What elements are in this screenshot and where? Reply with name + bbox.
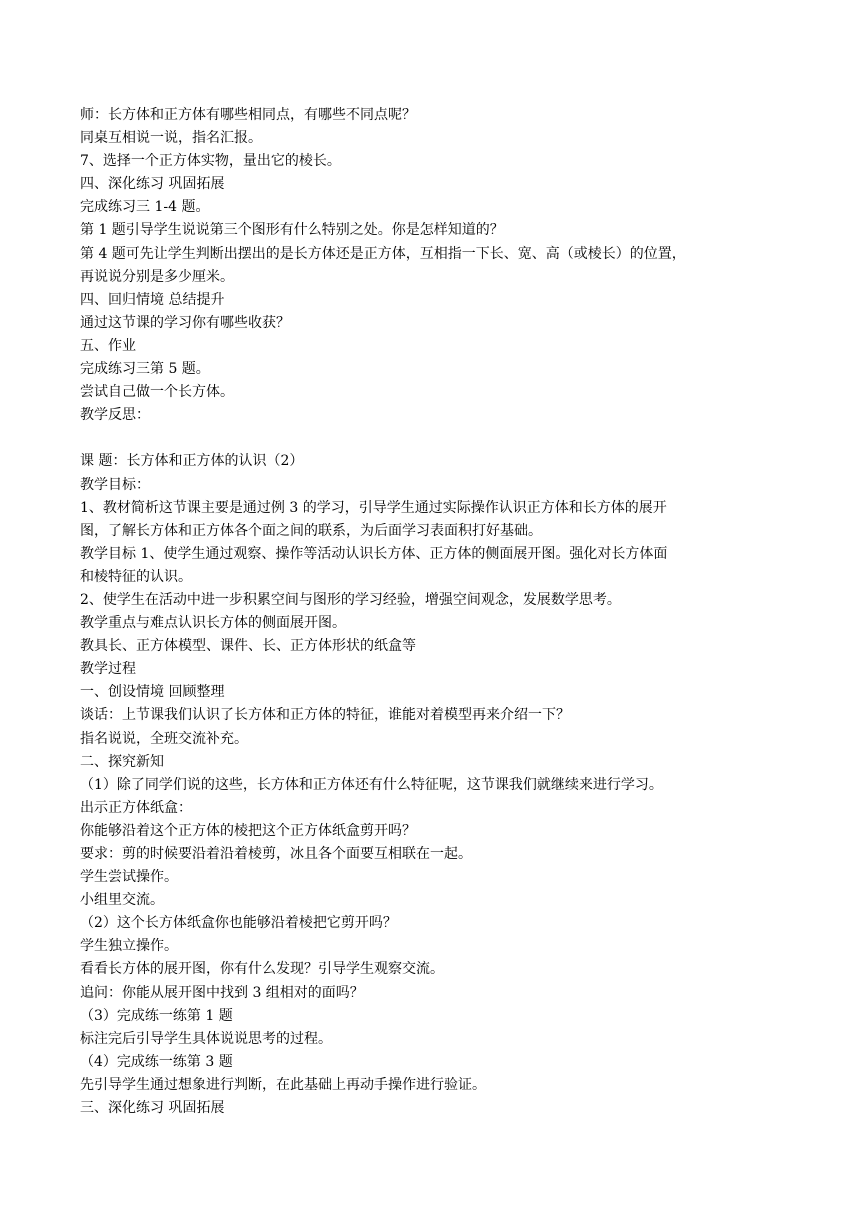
text-line: 要求：剪的时候要沿着沿着棱剪，冰且各个面要互相联在一起。 bbox=[80, 846, 472, 862]
text-line: 标注完后引导学生具体说说思考的过程。 bbox=[80, 1030, 332, 1047]
text-line: 先引导学生通过想象进行判断，在此基础上再动手操作进行验证。 bbox=[80, 1076, 486, 1093]
section-heading: 五、作业 bbox=[80, 337, 136, 354]
section-heading: 四、回归情境 总结提升 bbox=[80, 291, 225, 308]
lesson-title: 课 题：长方体和正方体的认识（2） bbox=[80, 453, 304, 470]
text-line: 教学重点与难点认识长方体的侧面展开图。 bbox=[80, 615, 346, 632]
text-line: 学生尝试操作。 bbox=[80, 869, 178, 886]
text-line: 第 4 题可先让学生判断出摆出的是长方体还是正方体，互相指一下长、宽、高（或棱长）的位置， bbox=[80, 245, 686, 262]
text-line: 通过这节课的学习你有哪些收获？ bbox=[80, 314, 290, 331]
text-line: 教学目标： bbox=[80, 476, 150, 493]
text-line: （3）完成练一练第 1 题 bbox=[80, 1007, 233, 1024]
text-line: 1、教材简析这节课主要是通过例 3 的学习，引导学生通过实际操作认识正方体和长方体的展开 bbox=[80, 499, 667, 516]
text-line: 小组里交流。 bbox=[80, 892, 164, 909]
section-heading: 四、深化练习 巩固拓展 bbox=[80, 176, 225, 193]
text-line: 再说说分别是多少厘米。 bbox=[80, 268, 234, 285]
text-line: 追问：你能从展开图中找到 3 组相对的面吗？ bbox=[80, 984, 364, 1001]
text-line: 教具长、正方体模型、课件、长、正方体形状的纸盒等 bbox=[80, 638, 416, 655]
section-heading: 一、创设情境 回顾整理 bbox=[80, 684, 225, 701]
text-line: 指名说说，全班交流补充。 bbox=[80, 730, 248, 747]
text-line: 完成练习三 1-4 题。 bbox=[80, 199, 210, 216]
text-line: 学生独立操作。 bbox=[80, 938, 178, 955]
text-line: 完成练习三第 5 题。 bbox=[80, 361, 210, 378]
text-line: 2、使学生在活动中进一步积累空间与图形的学习经验，增强空间观念，发展数学思考。 bbox=[80, 591, 621, 608]
text-line: （1）除了同学们说的这些，长方体和正方体还有什么特征呢，这节课我们就继续来进行学习。 bbox=[80, 776, 663, 793]
text-line: 你能够沿着这个正方体的棱把这个正方体纸盒剪开吗？ bbox=[80, 822, 416, 839]
text-line: （4）完成练一练第 3 题 bbox=[80, 1053, 233, 1070]
text-line: （2）这个长方体纸盒你也能够沿着棱把它剪开吗？ bbox=[80, 915, 397, 932]
text-line: 看看长方体的展开图，你有什么发现？引导学生观察交流。 bbox=[80, 961, 444, 978]
section-heading: 三、深化练习 巩固拓展 bbox=[80, 1100, 225, 1117]
text-line: 教学反思： bbox=[80, 407, 150, 424]
text-line: 教学目标 1、使学生通过观察、操作等活动认识长方体、正方体的侧面展开图。强化对长方体面 bbox=[80, 545, 668, 562]
text-line: 尝试自己做一个长方体。 bbox=[80, 384, 234, 401]
blank-line bbox=[80, 427, 730, 450]
text-line: 和棱特征的认识。 bbox=[80, 568, 192, 585]
text-line: 第 1 题引导学生说说第三个图形有什么特别之处。你是怎样知道的？ bbox=[80, 222, 504, 239]
text-line: 同桌互相说一说，指名汇报。 bbox=[80, 130, 262, 147]
text-line: 7、选择一个正方体实物，量出它的棱长。 bbox=[80, 153, 341, 170]
section-heading: 二、探究新知 bbox=[80, 753, 164, 770]
text-line: 教学过程 bbox=[80, 661, 136, 678]
text-line: 师：长方体和正方体有哪些相同点，有哪些不同点呢？ bbox=[80, 107, 416, 123]
text-line: 出示正方体纸盒： bbox=[80, 799, 192, 816]
text-line: 谈话：上节课我们认识了长方体和正方体的特征，谁能对着模型再来介绍一下？ bbox=[80, 707, 570, 724]
text-line: 图，了解长方体和正方体各个面之间的联系，为后面学习表面积打好基础。 bbox=[80, 522, 542, 539]
document-page bbox=[80, 104, 730, 1120]
